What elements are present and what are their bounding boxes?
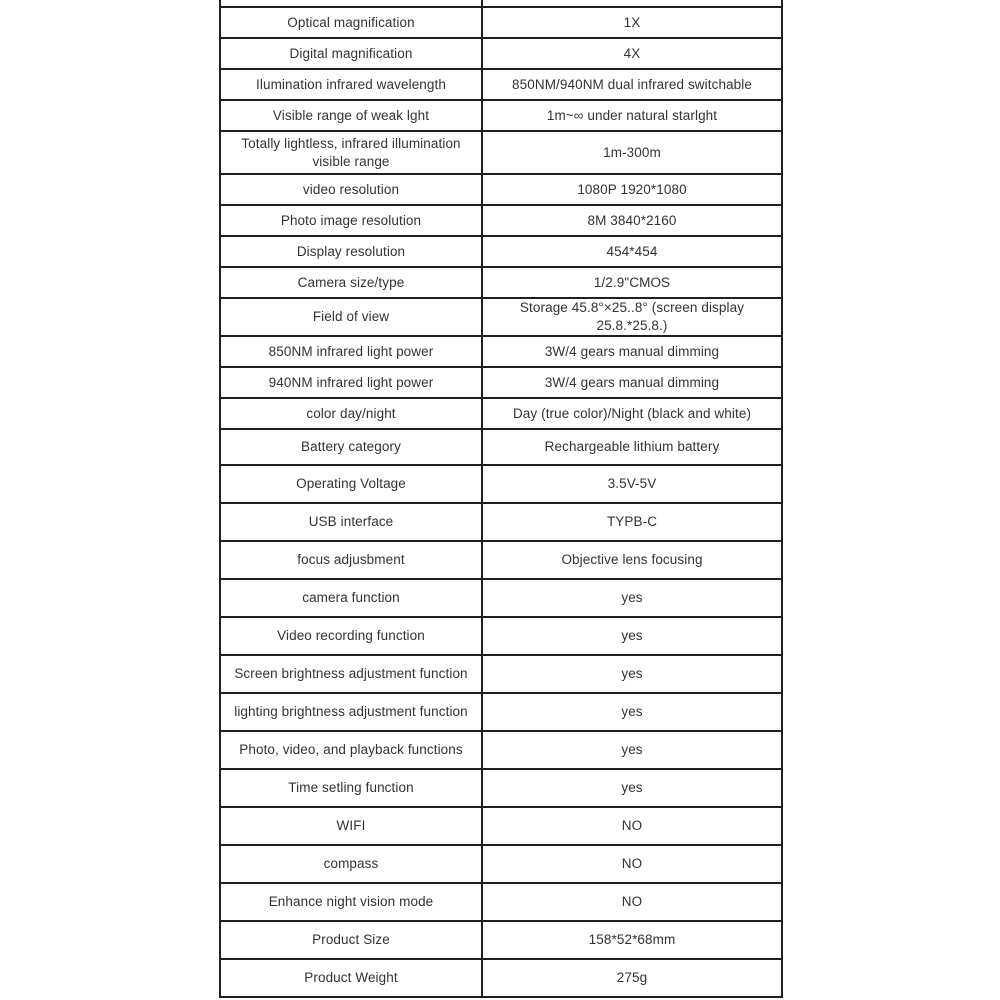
spec-label: compass — [221, 846, 483, 882]
spec-value: yes — [621, 666, 643, 682]
spec-label: lighting brightness adjustment function — [221, 694, 483, 730]
table-row — [221, 335, 781, 366]
table-row — [221, 958, 781, 996]
spec-label: Product Weight — [221, 960, 483, 996]
spec-value: yes — [621, 628, 643, 644]
table-row — [221, 806, 781, 844]
spec-value: 454*454 — [606, 243, 658, 259]
spec-value: Day (true color)/Night (black and white) — [512, 405, 752, 421]
table-row — [221, 99, 781, 130]
spec-value: yes — [621, 590, 643, 606]
spec-label: Visible range of weak lght — [221, 101, 483, 130]
spec-value: TYPB-C — [606, 514, 658, 530]
spec-value: 158*52*68mm — [588, 932, 676, 948]
spec-label: Camera size/type — [221, 268, 483, 297]
spec-label: 850NM infrared light power — [221, 337, 483, 366]
spec-label: USB interface — [221, 504, 483, 540]
partial-label-cell — [221, 0, 483, 6]
spec-table — [219, 0, 783, 998]
spec-label: Display resolution — [221, 237, 483, 266]
table-row — [221, 428, 781, 464]
spec-value: 1X — [623, 14, 641, 30]
spec-label: Field of view — [221, 299, 483, 335]
table-row — [221, 616, 781, 654]
spec-value: 3.5V-5V — [607, 476, 657, 492]
spec-rows — [221, 6, 781, 996]
table-row — [221, 502, 781, 540]
spec-label: camera function — [221, 580, 483, 616]
spec-label: Digital magnification — [221, 39, 483, 68]
spec-label: Photo image resolution — [221, 206, 483, 235]
spec-label: Video recording function — [221, 618, 483, 654]
spec-value: 3W/4 gears manual dimming — [544, 343, 720, 359]
spec-label: focus adjusbment — [221, 542, 483, 578]
table-row — [221, 768, 781, 806]
partial-row-top — [221, 0, 781, 6]
table-row — [221, 235, 781, 266]
spec-value: 1m-300m — [603, 144, 661, 160]
spec-label: Optical magnification — [221, 8, 483, 37]
spec-label: Operating Voltage — [221, 466, 483, 502]
table-row — [221, 266, 781, 297]
table-row — [221, 130, 781, 173]
table-row — [221, 68, 781, 99]
table-row — [221, 297, 781, 335]
spec-label: Time setling function — [221, 770, 483, 806]
spec-value: 3W/4 gears manual dimming — [544, 374, 720, 390]
spec-label: Screen brightness adjustment function — [221, 656, 483, 692]
partial-value-cell — [483, 0, 781, 6]
spec-value: yes — [621, 742, 643, 758]
spec-value: 850NM/940NM dual infrared switchable — [512, 76, 752, 92]
spec-value: 8M 3840*2160 — [587, 212, 677, 228]
table-row — [221, 397, 781, 428]
table-row — [221, 540, 781, 578]
spec-value: NO — [621, 856, 643, 872]
spec-label: Photo, video, and playback functions — [221, 732, 483, 768]
spec-label: 940NM infrared light power — [221, 368, 483, 397]
spec-label: Product Size — [221, 922, 483, 958]
spec-value: Rechargeable lithium battery — [544, 439, 720, 455]
spec-value: NO — [621, 894, 643, 910]
table-row — [221, 6, 781, 37]
table-row — [221, 37, 781, 68]
table-row — [221, 173, 781, 204]
spec-label: WIFI — [221, 808, 483, 844]
table-row — [221, 578, 781, 616]
spec-value: 1m~∞ under natural starlght — [546, 107, 718, 123]
table-row — [221, 692, 781, 730]
table-row — [221, 366, 781, 397]
spec-value: Storage 45.8°×25..8° (screen display 25.8.*25.8.) — [519, 300, 745, 333]
spec-value: 4X — [623, 45, 641, 61]
spec-label: video resolution — [221, 175, 483, 204]
spec-label: Ilumination infrared wavelength — [221, 70, 483, 99]
table-row — [221, 882, 781, 920]
spec-value: yes — [621, 704, 643, 720]
spec-value: 1/2.9"CMOS — [593, 274, 671, 290]
spec-label: color day/night — [221, 399, 483, 428]
spec-value: 1080P 1920*1080 — [577, 181, 687, 197]
table-row — [221, 920, 781, 958]
spec-value: yes — [621, 780, 643, 796]
spec-label: Battery category — [221, 430, 483, 464]
spec-label: Enhance night vision mode — [221, 884, 483, 920]
table-row — [221, 844, 781, 882]
spec-value: NO — [621, 818, 643, 834]
table-row — [221, 204, 781, 235]
spec-label: Totally lightless, infrared illumination visible range — [221, 132, 483, 173]
spec-value: 275g — [616, 970, 648, 986]
table-row — [221, 654, 781, 692]
table-row — [221, 730, 781, 768]
spec-value: Objective lens focusing — [561, 552, 703, 568]
table-row — [221, 464, 781, 502]
